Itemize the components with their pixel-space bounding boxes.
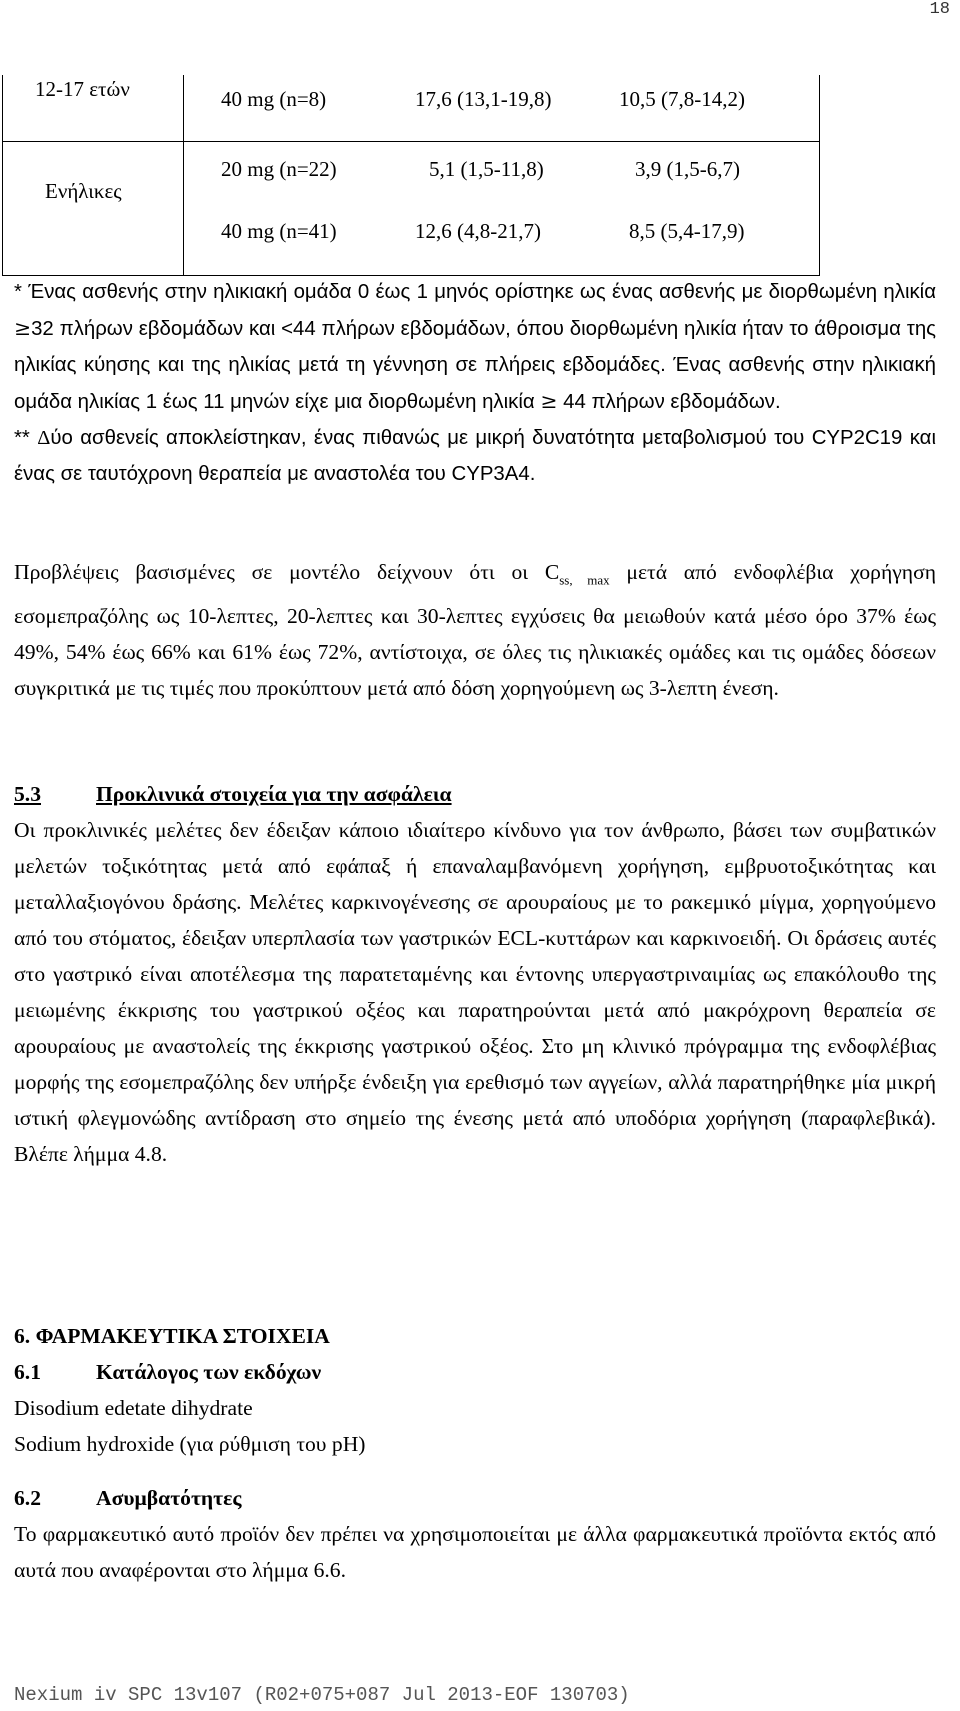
table-cell-value: 5,1 (1,5-11,8) xyxy=(429,157,544,181)
page-number: 18 xyxy=(929,0,950,19)
excipient-item: Sodium hydroxide (για ρύθμιση του pH) xyxy=(14,1432,366,1456)
section-6 xyxy=(14,1318,936,1588)
table-cell-dose: 20 mg (n=22) xyxy=(221,157,337,181)
subsection-heading: 6.1 Κατάλογος των εκδόχων xyxy=(14,1360,322,1384)
table-col-divider xyxy=(183,75,184,275)
pharmacokinetic-table xyxy=(2,75,820,276)
footnote-2: ** Δύο ασθενείς αποκλείστηκαν, ένας πιθανώς με μικρή δυνατότητα μεταβολισμού του CYP2C19 και ένας σε ταυτόχρονη θεραπεία με αναστολέα του CYP3A4. xyxy=(14,427,936,485)
table-cell-value: 17,6 (13,1-19,8) xyxy=(415,87,552,111)
table-cell-value: 3,9 (1,5-6,7) xyxy=(635,157,740,181)
document-footer: Nexium iv SPC 13v107 (R02+075+087 Jul 2013-EOF 130703) xyxy=(14,1684,630,1706)
section-body: Το φαρμακευτικό αυτό προϊόν δεν πρέπει να χρησιμοποιείται με άλλα φαρμακευτικά προϊόντα εκτός από αυτά που αναφέρονται στο λήμμα 6.6. xyxy=(14,1522,936,1582)
table-cell-group: 12-17 ετών xyxy=(35,77,130,101)
table-cell-dose: 40 mg (n=8) xyxy=(221,87,327,111)
table-cell-value: 8,5 (5,4-17,9) xyxy=(629,219,745,243)
excipient-item: Disodium edetate dihydrate xyxy=(14,1396,253,1420)
section-body: Οι προκλινικές μελέτες δεν έδειξαν κάποιο ιδιαίτερο κίνδυνο για τον άνθρωπο, βάσει των συμβατικών μελετών τοξικότητας μετά από εφάπαξ ή επαναλαμβανόμενη χορήγηση, εμβρυοτοξικότητας και μεταλλαξιογόνου δράσης. Μελέτες καρκινογένεσης σε αρουραίους με το ρακεμικό μίγμα, χορηγούμενο από του στόματος, έδειξαν υπερπλασία των γαστρικών ECL-κυττάρων και καρκινοειδή. Οι δράσεις αυτές στο γαστρικό είναι αποτέλεσμα της παρατεταμένης και έντονης υπεργαστριναιμίας ως επακόλουθο της μειωμένης έκκρισης του γαστρικού οξέος και παρατηρούνται μετά από μακρόχρονη θεραπεία σε αρουραίους με αναστολείς της έκκρισης γαστρικού οξέος. Στο μη κλινικό πρόγραμμα της ενδοφλέβιας μορφής της εσομεπραζόλης δεν υπήρξε ένδειξη για ερεθισμό των αγγείων, αλλά παρατηρήθηκε μία μικρή ιστική φλεγμονώδης αντίδραση στο σημείο της ένεσης μετά από υποδόρια χορήγηση (παραφλεβικά). Βλέπε λήμμα 4.8. xyxy=(14,818,936,1166)
section-heading: 6. ΦΑΡΜΑΚΕΥΤΙΚΑ ΣΤΟΙΧΕΙΑ xyxy=(14,1324,330,1348)
subsection-heading: 6.2 Ασυμβατότητες xyxy=(14,1486,242,1510)
section-5-3 xyxy=(14,776,936,1172)
table-cell-value: 12,6 (4,8-21,7) xyxy=(415,219,541,243)
table-cell-value: 10,5 (7,8-14,2) xyxy=(619,87,745,111)
prediction-paragraph: Προβλέψεις βασισμένες σε μοντέλο δείχνουν ότι οι $C_{ss, max}$ μετά από ενδοφλέβια χορήγηση εσομεπραζόλης ως 10-λεπτες, 20-λεπτες και 30-λεπτες εγχύσεις θα μειωθούν κατά μέσο όρο 37% έως 49%, 54% έως 66% και 61% έως 72%, αντίστοιχα, σε όλες τις ηλικιακές ομάδες και τις ομάδες δόσεων συγκριτικά με τις τιμές που προκύπτουν μετά από δόση χορηγούμενη ως 3-λεπτη ένεση. xyxy=(14,560,937,701)
section-heading: 5.3 Προκλινικά στοιχεία για την ασφάλεια xyxy=(14,782,452,806)
table-cell-dose: 40 mg (n=41) xyxy=(221,219,337,243)
footnote-1: * Ένας ασθενής στην ηλικιακή ομάδα 0 έως 1 μηνός ορίστηκε ως ένας ασθενής με διορθωμένη ηλικία ≥32 πλήρων εβδομάδων και <44 πλήρων εβδομάδων, όπου διορθωμένη ηλικία ήταν το άθροισμα της ηλικίας κύησης και της ηλικίας μετά τη γέννηση σε πλήρεις εβδομάδες. Ένας ασθενής στην ηλικιακή ομάδα ηλικίας 1 έως 11 μηνών είχε μια διορθωμένη ηλικία ≥ 44 πλήρων εβδομάδων. xyxy=(14,281,936,413)
table-row-divider xyxy=(3,141,819,142)
table-cell-group: Ενήλικες xyxy=(45,179,122,203)
table-footnotes xyxy=(14,274,936,492)
